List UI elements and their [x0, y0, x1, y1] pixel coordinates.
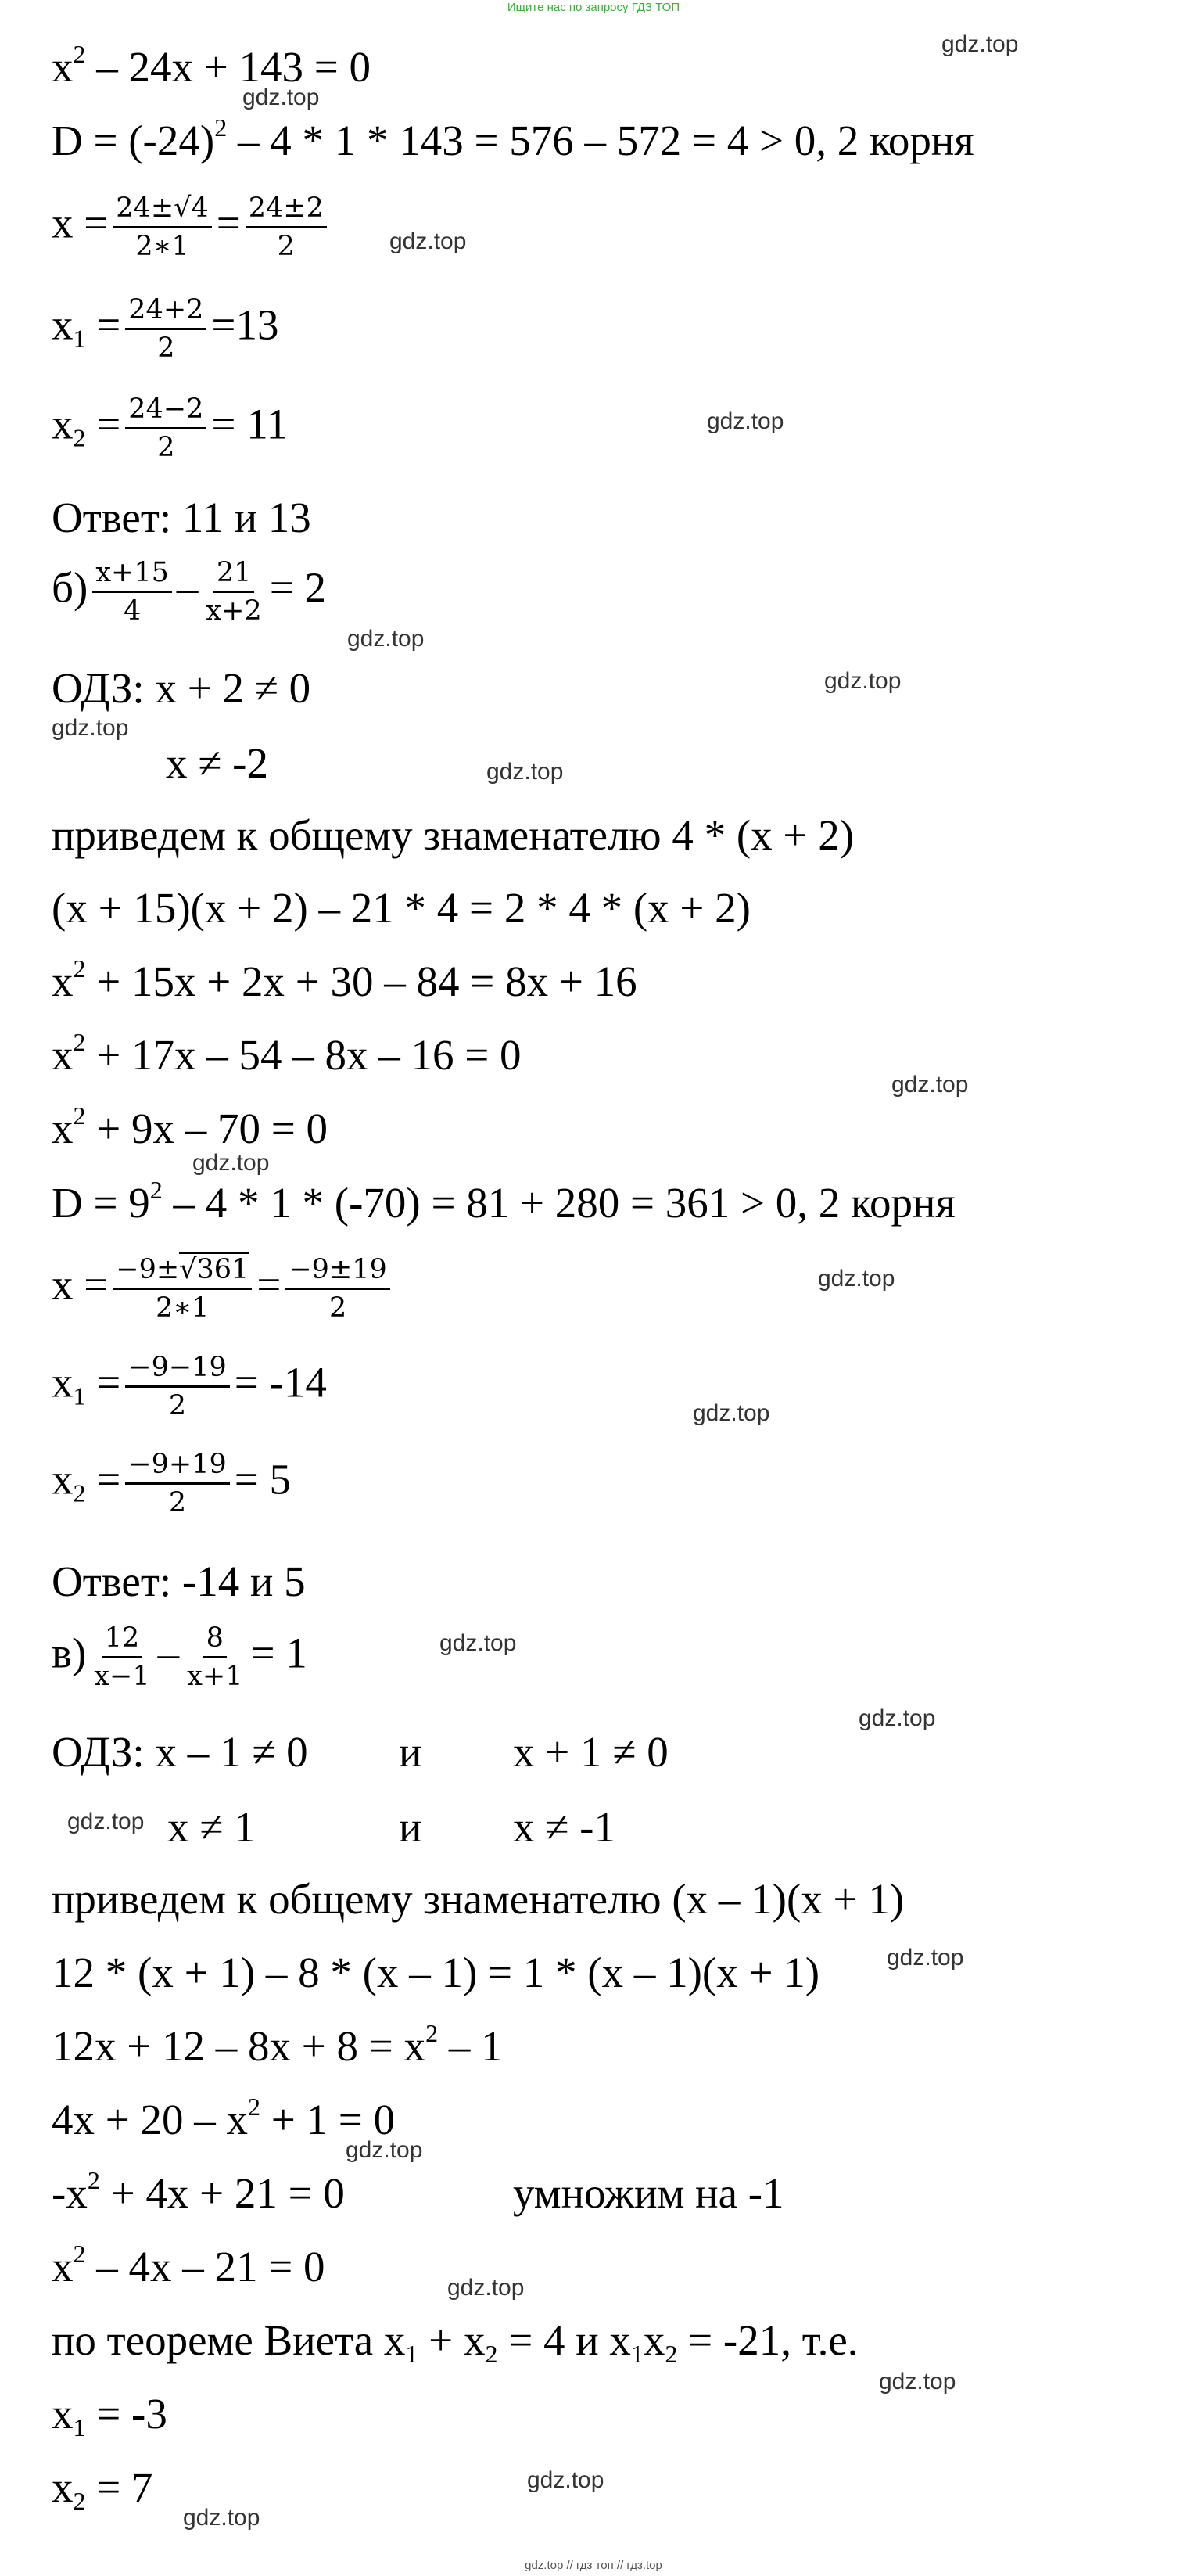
watermark: gdz.top [242, 84, 320, 110]
odz-c-and: и [399, 1728, 422, 1776]
watermark: gdz.top [859, 1705, 936, 1731]
watermark: gdz.top [389, 228, 467, 254]
x2-a: $x_2$ = $\frac{24-2}{2}$ = 11 [52, 393, 289, 464]
l1-b: (x + 15)(x + 2) – 21 * 4 = 2 * 4 * (x + 2) [52, 884, 751, 932]
l4-b: $x^2 + 9x - 70 = 0$ [52, 1101, 328, 1152]
common-c: приведем к общему знаменателю (x – 1)(x + 1) [52, 1875, 905, 1923]
watermark: gdz.top [891, 1072, 969, 1098]
x1-b: $x_1$ = $\frac{-9-19}{2}$ = -14 [52, 1352, 327, 1422]
top-banner[interactable]: Ищите нас по запросу ГДЗ ТОП [507, 1, 680, 14]
eq-c: в) $\frac{12}{x-1}$ – $\frac{8}{x+1}$ = 1 [52, 1622, 307, 1693]
root2-c: $x_2 = 7$ [52, 2463, 153, 2515]
watermark: gdz.top [693, 1400, 770, 1426]
odz-b: ОДЗ: x + 2 ≠ 0 [52, 664, 311, 712]
watermark: gdz.top [52, 715, 129, 741]
eq-b: б) $\frac{x+15}{4}$ – $\frac{21}{x+2}$ = 2 [52, 557, 327, 627]
watermark: gdz.top [707, 408, 784, 434]
vieta-c: по теореме Виета $x_1 + x_2 = 4$ и $x_1x_2 = -21$, т.е. [52, 2316, 859, 2368]
watermark: gdz.top [879, 2369, 956, 2395]
watermark: gdz.top [887, 1945, 964, 1971]
l4-c: $-x^2 + 4x + 21 = 0$ [52, 2166, 345, 2217]
x-formula-b: x = $\frac{-9\pm√361}{2∗1}$ = $\frac{-9\pm 19}{2}$ [52, 1254, 395, 1324]
x1-a: $x_1$ = $\frac{24+2}{2}$ =13 [52, 294, 279, 365]
eq-a: $x^2 - 24x + 143 = 0$ [52, 40, 371, 91]
root1-c: $x_1 = -3$ [52, 2390, 167, 2441]
watermark: gdz.top [447, 2275, 525, 2301]
l4-c-note: умножим на -1 [513, 2169, 784, 2217]
l3-b: $x^2 + 17x - 54 - 8x - 16 = 0$ [52, 1028, 522, 1079]
common-b: приведем к общему знаменателю 4 * (x + 2) [52, 811, 855, 859]
odz2-c: x ≠ 1 [167, 1803, 256, 1851]
disc-a: $D = (-24)^2 - 4 * 1 * 143 = 576 - 572 = 4 > 0$, 2 корня [52, 113, 974, 164]
watermark: gdz.top [941, 31, 1019, 57]
watermark: gdz.top [824, 668, 902, 694]
odz2-c-and: и [399, 1803, 422, 1851]
watermark: gdz.top [527, 2467, 604, 2493]
answer-b: Ответ: -14 и 5 [52, 1557, 306, 1605]
disc-b: $D = 9^2 - 4 * 1 * (-70) = 81 + 280 = 361 > 0$, 2 корня [52, 1176, 956, 1227]
watermark: gdz.top [818, 1266, 895, 1292]
watermark: gdz.top [192, 1150, 270, 1176]
l1-c: 12 * (x + 1) – 8 * (x – 1) = 1 * (x – 1)(x + 1) [52, 1949, 820, 1996]
watermark: gdz.top [486, 759, 564, 785]
footer-links[interactable]: gdz.top // гдз топ // гдз.top [525, 2559, 662, 2572]
watermark: gdz.top [183, 2505, 260, 2531]
odz-c: ОДЗ: x – 1 ≠ 0 [52, 1728, 308, 1776]
odz2-c-second: x ≠ -1 [513, 1803, 616, 1851]
watermark: gdz.top [439, 1630, 517, 1656]
x-formula-a: x = $\frac{24\pm√4}{2∗1}$ = $\frac{24\pm 2}{2}$ [52, 192, 332, 263]
odz2-b: x ≠ -2 [166, 739, 269, 787]
l2-c: $12x + 12 - 8x + 8 = x^2 - 1$ [52, 2019, 503, 2070]
l5-c: $x^2 - 4x - 21 = 0$ [52, 2240, 325, 2290]
watermark: gdz.top [346, 2137, 423, 2163]
l2-b: $x^2 + 15x + 2x + 30 - 84 = 8x + 16$ [52, 954, 637, 1005]
answer-a: Ответ: 11 и 13 [52, 494, 311, 541]
odz-c-second: x + 1 ≠ 0 [513, 1728, 669, 1776]
l3-c: $4x + 20 - x^2 + 1 = 0$ [52, 2093, 396, 2143]
watermark: gdz.top [67, 1809, 145, 1834]
watermark: gdz.top [347, 626, 425, 652]
x2-b: $x_2$ = $\frac{-9+19}{2}$ = 5 [52, 1449, 292, 1519]
